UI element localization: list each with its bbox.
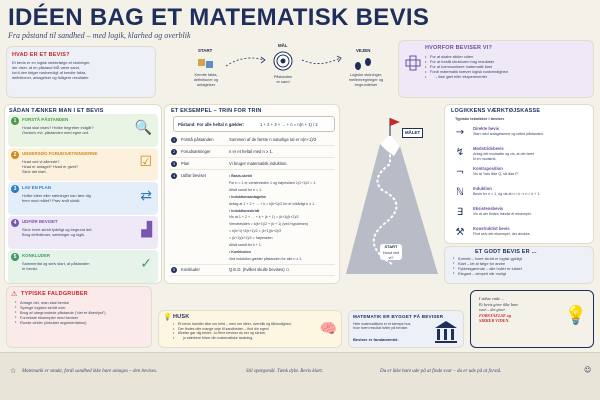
- step-title: LAV EN PLAN: [22, 185, 51, 190]
- logic-item-title: Direkte bevis: [473, 126, 500, 131]
- logic-item-text: Antag det modsatte og vis, at det fører til en modstrid.: [473, 152, 535, 161]
- intro-title: HVAD ER ET BEVIS?: [12, 52, 70, 58]
- why-card: [398, 40, 594, 98]
- footer-mid-quote: Stil spørgsmål. Tænk dybt. Bevis klart.: [246, 369, 324, 374]
- logic-item-title: Eksistensbevis: [473, 206, 504, 211]
- example-row: [169, 265, 335, 276]
- intro-text: Et bevis er en logisk rækkefølge af slutninger, der viser, at en påstand MÅ være sand, fordi den følger nødvendigt af kendte fakta, definitioner, antagelser og tidligere resultater.: [12, 60, 91, 80]
- target-icon: [273, 51, 293, 71]
- signpost-icon: ⇄: [140, 188, 152, 204]
- naturals-icon: ℕ: [455, 187, 464, 198]
- row-text: Vi bruger matematisk induktion.: [229, 161, 288, 166]
- brain-icon: 🧠: [319, 321, 337, 337]
- claim-box: [173, 116, 335, 132]
- logic-item: [453, 225, 591, 244]
- row-number: 1: [172, 138, 176, 142]
- step-title: UDFØR BEVISET: [22, 219, 58, 224]
- star-icon: ☆: [10, 367, 17, 375]
- footer-left-quote: Matematik er smukt, fordi sandhed ikke bare antages – den bevises.: [22, 369, 158, 374]
- logic-item-text: Find selv det eksempel, der ønskes.: [473, 232, 531, 236]
- flow-path-label: VEJEN: [356, 48, 371, 53]
- step-number: 2: [11, 151, 19, 159]
- logic-item-title: Kontraposition: [473, 166, 503, 171]
- remember-title: HUSK: [173, 314, 190, 320]
- flow-start-desc: Kendte fakta, definitioner og antagelser: [193, 72, 219, 87]
- logic-item-text: Start med antagelserne og udled påstanden.: [473, 132, 544, 136]
- logic-item: [453, 145, 591, 164]
- row-number: 5: [172, 268, 176, 272]
- logic-title: LOGIKKENS VÆRKTØJSKASSE: [451, 108, 541, 114]
- good-title: ET GODT BEVIS ER ...: [475, 249, 537, 255]
- built-tagline: Beviser er fundamentet.: [353, 337, 399, 342]
- logic-sub: Typiske teknikker i beviser: [455, 116, 505, 121]
- think-step: [8, 114, 158, 147]
- think-step: [8, 182, 158, 215]
- row-label: Konkluder: [181, 267, 200, 272]
- step-title: FORSTÅ PÅSTANDEN: [22, 117, 69, 122]
- example-card: [164, 104, 340, 284]
- step-text: Hvad skal vises? Hvilke begreber indgår? Omskriv evt. påstanden med egne ord.: [22, 125, 94, 135]
- step-text: Skriv hvert skridt tydeligt og begrund det. Brug definitioner, sætninger og logik.: [22, 227, 93, 237]
- plus-cross-icon: [405, 55, 421, 71]
- row-text: Summen af de første n naturlige tal er n(n+1)/2: [229, 137, 317, 142]
- good-card: [444, 246, 594, 284]
- step-text: Sammenfat og skriv klart, at påstanden er bevist.: [22, 261, 90, 271]
- proof-flow: [160, 40, 396, 102]
- checklist-icon: ☑: [139, 154, 152, 170]
- step-title: KONKLUDER: [22, 253, 51, 258]
- stairs-icon: ▟: [141, 222, 152, 238]
- puzzle-icon: [196, 56, 216, 70]
- pitfalls-title: TYPISKE FALDGRUBER: [21, 291, 88, 297]
- logic-item: [453, 165, 591, 184]
- example-row: [169, 135, 335, 146]
- tools-icon: ⚒: [455, 227, 465, 238]
- negation-icon: ¬: [455, 167, 465, 178]
- logic-item-title: Induktion: [473, 186, 492, 191]
- why-title: HVORFOR BEVISER VI?: [425, 45, 493, 51]
- step-number: 3: [11, 185, 19, 193]
- row-label: Forudsætninger: [181, 149, 211, 154]
- think-step: [8, 250, 158, 283]
- built-title: MATEMATIK ER BYGGET PÅ BEVISER: [353, 314, 444, 319]
- step-text: Hvilke idéer eller sætninger kan føre dig frem mod målet? Prøv små skridt.: [22, 193, 91, 203]
- footsteps-icon: [352, 56, 376, 70]
- search-icon: 🔍: [134, 120, 152, 136]
- step-title: UNDERSØG FORUDSÆTNINGERNE: [22, 151, 98, 156]
- dotted-arrow-icon: [300, 54, 344, 68]
- row-text: n er et heltal med n ≥ 1.: [229, 149, 273, 154]
- row-text: Q.E.D. (hvilket skulle bevises) ☐: [229, 267, 290, 272]
- example-row: [169, 159, 335, 170]
- start-sign: START Hvad ved vi?: [380, 244, 402, 260]
- contradiction-icon: ↯: [455, 147, 465, 158]
- thinking-icon: ☺: [584, 366, 592, 374]
- exists-icon: ∃: [456, 207, 464, 218]
- footer: [0, 352, 600, 400]
- example-row: [169, 147, 335, 158]
- pitfalls-list: • Antage det, man skal bevise • Springe logiske skridt over • Brug af ubegrundede påstande ("det er åbenlyst") • Forveksle eksempler med beviser • Runde cirkler (cirkulær argumentation): [15, 300, 106, 325]
- proof-steps: • Basis-skridt For n = 1 er venstresiden 1 og højresiden 1(1+1)/2 = 1. Altså sandt for n = 1. • Induktionsantagelse Antag at 1 + 2 + … + k = k(k+1)/2 for et vilkårligt k ≥ 1. • Induktionsskridt Vis at 1 + 2 + … + k + (k + 1) = (k+1)(k+2)/2 Venstresiden = k(k+1)/2 + (k + 1) (ved hypotesen) = k(k+1)+2(k+1)/2 = (k+1)(k+2)/2 = (k+1)(k+2)/2 = højresiden Altså sandt for k + 1. • Konklusion Ved induktion gælder påstanden for alle n ≥ 1.: [229, 174, 317, 261]
- arrow-icon: →: [455, 127, 465, 138]
- why-list: • For at skabe sikker viden • For at forstå strukturen bag resultater • For at kommunikere matematik klart • Fordi matematik kræver logisk nødvendighed • – ikke gæt eller eksperimenter: [425, 54, 508, 79]
- flow-start-label: START: [198, 48, 213, 53]
- row-number: 4: [172, 174, 176, 178]
- goal-flag-label: MÅLET: [402, 128, 423, 138]
- dotted-arrow-icon: [224, 54, 268, 68]
- logic-item-text: Vis at der findes mindst ét eksempel.: [473, 212, 532, 216]
- step-number: 5: [11, 253, 19, 261]
- logic-item: [453, 185, 591, 204]
- page-title: IDÉEN BAG ET MATEMATISK BEVIS: [8, 4, 430, 31]
- claim-formula: 1 + 2 + 3 + … + n = n(n + 1) / 2: [260, 122, 318, 127]
- checkmark-icon: ✓: [140, 256, 152, 272]
- step-text: Hvad ved vi allerede? Hvad er antaget? Hvad er givet? Skriv det klart.: [22, 159, 79, 174]
- lightbulb-icon: 💡: [564, 305, 587, 326]
- logic-item-title: Modstridsbevis: [473, 146, 504, 151]
- pitfalls-card: [6, 286, 152, 348]
- step-number: 1: [11, 117, 19, 125]
- logic-item: [453, 125, 591, 144]
- logic-item-text: Vis at 'hvis ikke Q, så ikke P'.: [473, 172, 520, 176]
- good-list: • Korrekt – hvert skridt er logisk gyldigt • Klart – let at følge for andre • Fyldestgørende – alle huller er lukket • Elegant – simpelt når muligt: [453, 256, 522, 276]
- row-number: 3: [172, 162, 176, 166]
- remember-card: [158, 310, 342, 348]
- logic-item-text: Bevis for n = 1, og vis at n = k ⇒ n = k + 1.: [473, 192, 541, 196]
- lightbulb-icon: 💡: [163, 313, 172, 321]
- logic-item: [453, 205, 591, 224]
- think-title: SÅDAN TÆNKER MAN I ET BEVIS: [9, 108, 104, 114]
- row-label: Forstå påstanden: [181, 137, 214, 142]
- built-card: [348, 310, 464, 348]
- step-number: 4: [11, 219, 19, 227]
- remember-list: • Et bevis handler ikke om held – men om idéer, overblik og tålmodighed. • Der findes ofte mange veje til sandheden – find din egen! • Øvelse gør dig bedre. Jo flere beviser du ser og skriver, • jo stærkere bliver din matematiske tankning.: [173, 322, 292, 340]
- example-title: ET EKSEMPEL – TRIN FOR TRIN: [171, 108, 262, 114]
- claim-label: Påstand: For alle heltal n gælder:: [178, 122, 245, 127]
- logic-card: [444, 104, 594, 244]
- think-step: [8, 216, 158, 249]
- flow-goal-desc: Påstanden er sand: [273, 74, 293, 84]
- mountain-illustration: [340, 104, 442, 284]
- page-subtitle: Fra påstand til sandhed – med logik, klarhed og overblik: [8, 31, 191, 40]
- row-number: 2: [172, 150, 176, 154]
- quote-card: [470, 290, 594, 348]
- flow-goal-label: MÅL: [278, 43, 288, 48]
- warning-icon: ⚠: [11, 290, 18, 298]
- think-step: [8, 148, 158, 181]
- pillars-building-icon: [433, 319, 459, 349]
- row-label: Plan: [181, 161, 190, 166]
- row-label: Udfør beviset: [181, 173, 206, 178]
- intro-card: [6, 46, 156, 98]
- flow-path-desc: Logiske slutninger, mellemregninger og begrundelser: [348, 72, 384, 87]
- footer-right-quote: Du er ikke bare ude på at finde svar – du er ude på at forstå.: [380, 369, 502, 374]
- built-text: Hele matematikken er et kæmpe hus, hvor hvert resultat hviler på beviser.: [353, 322, 412, 331]
- quote-text: I sidste ende ... Et bevis giver ikke bare svar – det giver FORSTÅELSE og SIKKER VIDEN.: [479, 296, 519, 324]
- logic-item-title: Konstruktivt bevis: [473, 226, 510, 231]
